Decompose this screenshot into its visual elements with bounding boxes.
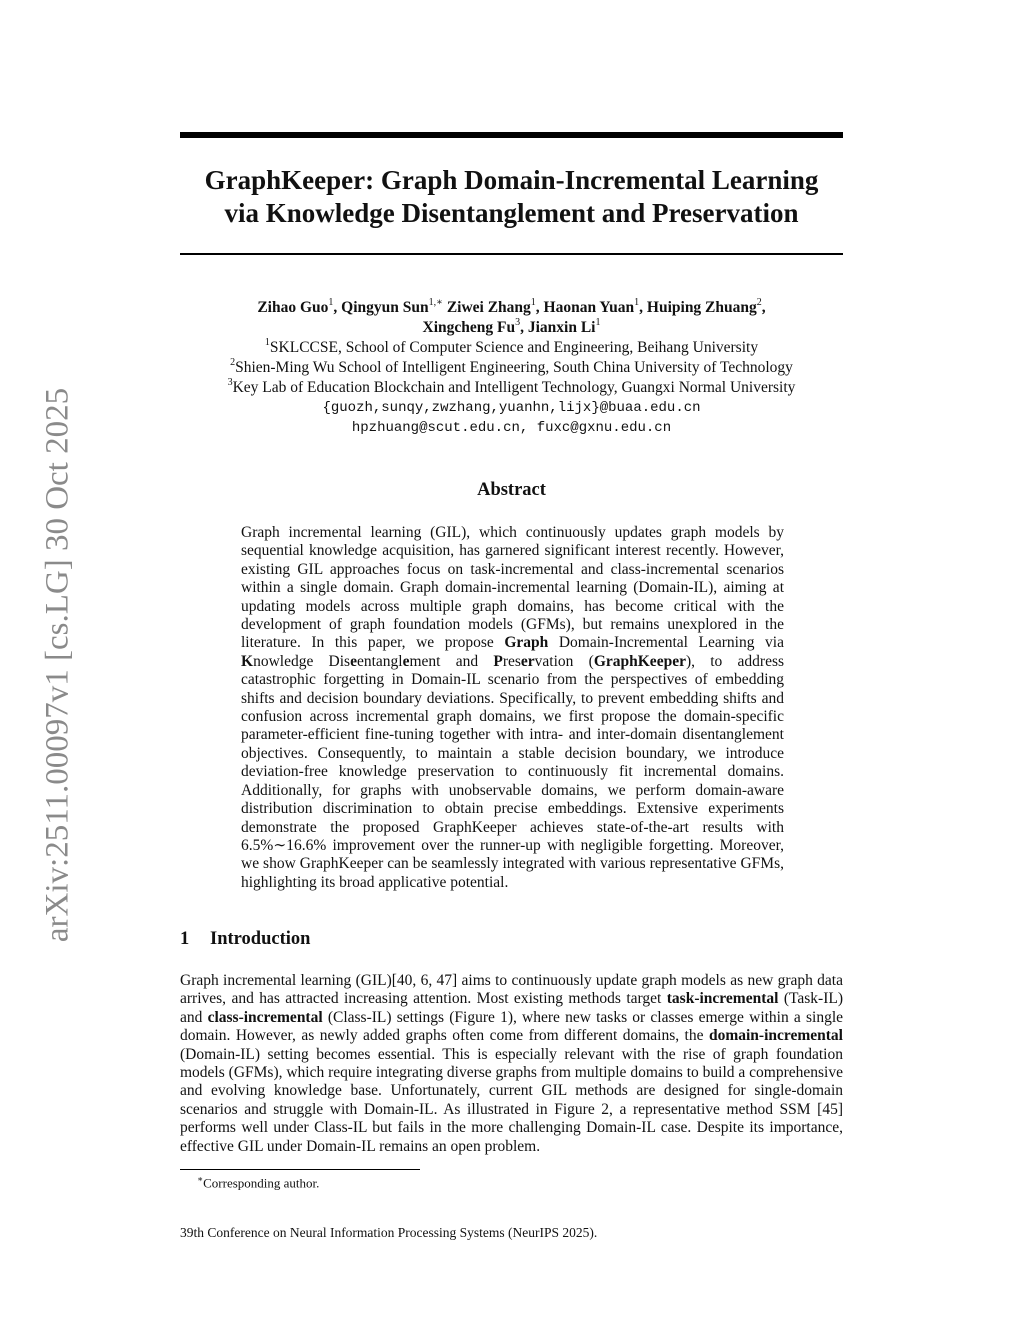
author-name: Ziwei Zhang bbox=[446, 299, 531, 316]
affiliation bbox=[180, 338, 843, 358]
intro-text: (Task-IL) and bbox=[180, 990, 843, 1026]
abstract-bold: K bbox=[241, 652, 254, 670]
arxiv-stamp: arXiv:2511.00097v1 [cs.LG] 30 Oct 2025 bbox=[39, 387, 76, 943]
venue-line: 39th Conference on Neural Information Processing Systems (NeurIPS 2025). bbox=[180, 1225, 598, 1240]
footnote-rule bbox=[180, 1169, 420, 1170]
author-name: Jianxin Li bbox=[527, 319, 596, 336]
abstract-body bbox=[241, 524, 784, 892]
author-name: Qingyun Sun bbox=[341, 299, 429, 316]
affiliation-sup: 2 bbox=[230, 357, 236, 368]
author-sup: 2 bbox=[756, 297, 762, 308]
title-rule-top bbox=[180, 132, 843, 138]
author-sup: 3 bbox=[515, 317, 521, 328]
email-line[interactable]: {guozh,sunqy,zwzhang,yuanhn,lijx}@buaa.edu.cn bbox=[322, 400, 701, 416]
paper-title bbox=[180, 164, 843, 230]
introduction-paragraph bbox=[180, 972, 843, 1156]
author-block bbox=[180, 298, 843, 438]
abstract-bold: er bbox=[520, 652, 535, 670]
intro-bold: class-incremental bbox=[207, 1008, 323, 1026]
author-sup: 1 bbox=[328, 297, 334, 308]
abstract-heading: Abstract bbox=[477, 480, 546, 500]
title-line-2: via Knowledge Disentanglement and Preservation bbox=[224, 198, 799, 228]
abstract-text: ), to address catastrophic forgetting in Domain-IL scenario from the perspectives of embedding shifts and decision boundary deviations. Specifically, to prevent embedding shifts and confusion across incremental graph domains, we first propose the domain-specific parameter-efficient fine-tuning together with intra- and inter-domain disentanglement objectives. Consequently, to maintain a stable decision boundary, we introduce deviation-free knowledge preservation to continuously fit incremental domains. Additionally, for graphs with unobservable domains, we perform domain-aware distribution discrimination to obtain precise embeddings. Extensive experiments demonstrate the proposed GraphKeeper achieves state-of-the-art results with 6.5%∼16.6% improvement over the runner-up with negligible forgetting. Moreover, we show GraphKeeper can be seamlessly integrated with various representative GFMs, highlighting its broad applicative potential. bbox=[241, 652, 785, 891]
affiliation-sup: 3 bbox=[227, 377, 233, 388]
intro-text: Graph incremental learning (GIL)[40, 6, 47] aims to continuously update graph models as new graph data arrives, and has attracted increasing attention. Most existing methods target bbox=[180, 972, 843, 1008]
author-name: Haonan Yuan bbox=[543, 299, 635, 316]
footnote-text: Corresponding author. bbox=[203, 1175, 320, 1191]
abstract-text: ment and bbox=[409, 652, 494, 670]
title-line-1: GraphKeeper: Graph Domain-Incremental Learning bbox=[204, 165, 819, 195]
author-sup: 1 bbox=[634, 297, 640, 308]
section-number: 1 bbox=[180, 929, 190, 949]
email-line[interactable]: hpzhuang@scut.edu.cn, fuxc@gxnu.edu.cn bbox=[351, 420, 672, 436]
abstract-text: entangl bbox=[356, 652, 403, 670]
footnote bbox=[197, 1174, 319, 1191]
abstract-bold: Graph bbox=[504, 634, 549, 652]
abstract-text: Domain-Incremental Learning via bbox=[548, 634, 784, 652]
author-sup: 1 bbox=[595, 317, 601, 328]
author-name: Zihao Guo bbox=[257, 299, 329, 316]
abstract-text: vation ( bbox=[534, 652, 594, 670]
author-name: Huiping Zhuang bbox=[646, 299, 757, 316]
author-sup: 1 bbox=[530, 297, 536, 308]
affiliation-text: Shien-Ming Wu School of Intelligent Engineering, South China University of Technology bbox=[235, 359, 793, 376]
intro-bold: domain-incremental bbox=[708, 1027, 843, 1045]
intro-bold: task-incremental bbox=[666, 990, 779, 1008]
author-name: Xingcheng Fu bbox=[422, 319, 516, 336]
abstract-bold: e bbox=[402, 652, 410, 670]
abstract-bold: P bbox=[493, 652, 503, 670]
affiliation-text: Key Lab of Education Blockchain and Intelligent Technology, Guangxi Normal University bbox=[232, 379, 796, 396]
intro-text: (Class-IL) settings (Figure 1), where new tasks or classes emerge within a single domain. However, as newly added graphs often come from different domains, the bbox=[180, 1008, 844, 1045]
intro-text: (Domain-IL) setting becomes essential. This is especially relevant with the rise of graph foundation models (GFMs), which require integrating diverse graphs from multiple domains to build a comprehensive and evolving knowledge base. Unfortunately, current GIL methods are designed for single-domain scenarios and struggle with Domain-IL. As illustrated in Figure 2, a representative method SSM [45] performs well under Class-IL but fails in the more challenging Domain-IL case. Despite its importance, effective GIL under Domain-IL remains an open problem. bbox=[180, 1045, 843, 1155]
abstract-bold: e bbox=[350, 652, 357, 670]
abstract-text: res bbox=[502, 652, 521, 670]
author-names: Zihao Guo$^1$, Qingyun Sun$^{1,∗}$ Ziwei Zhang$^1$, Haonan Yuan$^1$, Huiping Zhuang$^2$, Xingcheng Fu$^3$, Jianxin Li$^1$ bbox=[257, 297, 766, 336]
affiliation bbox=[180, 378, 843, 398]
section-title: Introduction bbox=[210, 929, 311, 949]
abstract-text: Graph incremental learning (GIL), which continuously updates graph models by sequential knowledge acquisition, has garnered significant interest recently. However, existing GIL approaches focus on task-incremental and class-incremental scenarios within a single domain. Graph domain-incremental learning (Domain-IL), aiming at updating models across multiple graph domains, has become critical with the development of graph foundation models (GFMs), but remains unexplored in the literature. In this paper, we propose bbox=[241, 524, 784, 652]
affiliation-sup: 1 bbox=[264, 337, 270, 348]
abstract-text: nowledge Dis bbox=[253, 652, 351, 670]
title-rule-bottom bbox=[180, 253, 843, 255]
affiliation-text: SKLCCSE, School of Computer Science and Engineering, Beihang University bbox=[269, 339, 759, 356]
section-heading-introduction bbox=[180, 929, 310, 950]
abstract-bold: GraphKeeper bbox=[593, 652, 686, 670]
affiliation bbox=[180, 358, 843, 378]
footnote-mark: ∗ bbox=[197, 1174, 204, 1184]
author-sup: 1,∗ bbox=[428, 297, 443, 308]
